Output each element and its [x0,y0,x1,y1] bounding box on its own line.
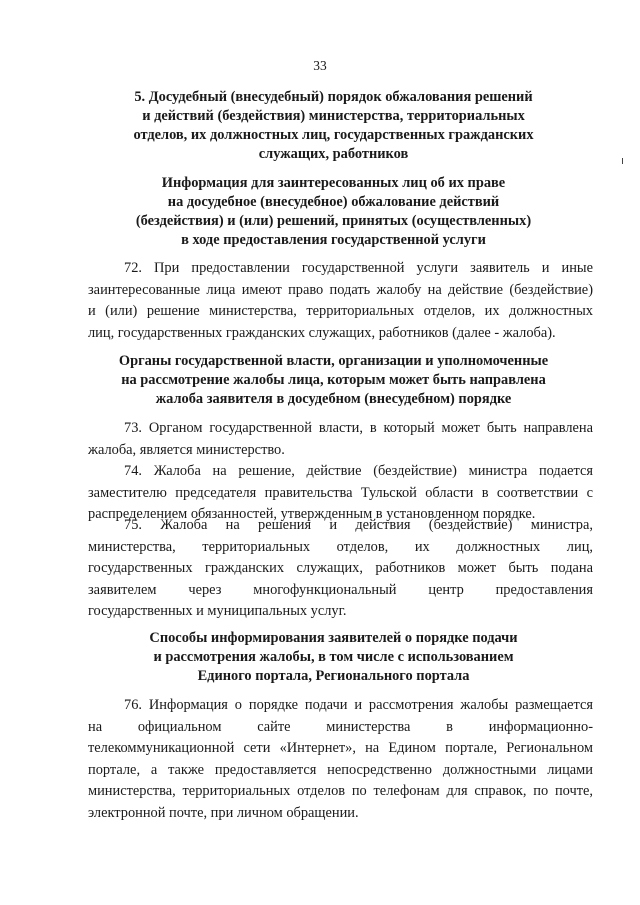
text-line: заместителю председателя правительства Тульской области в соответствии с [88,484,593,501]
heading-line: жалоба заявителя в досудебном (внесудебном) порядке [155,391,512,407]
text-line: заявителем через многофункциональный центр предоставления [88,581,593,598]
heading-line: Органы государственной власти, организации и уполномоченные [118,353,549,369]
paragraph-75 [88,515,593,623]
section-5-title [80,88,587,164]
text-line: распределением обязанностей, утвержденным в установленном порядке. [88,506,536,523]
text-line: телекоммуникационной сети «Интернет», на Едином портале, Региональном [88,740,593,757]
heading-line: на рассмотрение жалобы лица, которым может быть направлена [121,372,546,388]
page-number: 33 [313,58,327,73]
heading-line: в ходе предоставления государственной услуги [181,232,486,248]
heading-line: на досудебное (внесудебное) обжалование действий [167,194,500,210]
heading-line: и действий (бездействия) министерства, территориальных [142,108,525,124]
text-line: министерства, территориальных отделов по телефонам для справок, по почте, [88,783,593,800]
organs-heading [80,352,587,409]
text-line: государственных гражданских служащих, работников может быть подана [88,560,593,577]
text-line: портале, а также предоставляется непосредственно должностными лицами [88,761,593,778]
heading-line: Информация для заинтересованных лиц об их праве [161,175,506,191]
text-line: заинтересованные лица имеют право подать жалобу на действие (бездействие) [88,281,593,298]
text-line: лиц, государственных гражданских служащих, работников (далее - жалоба). [88,324,556,341]
text-line: и (или) решение министерства, территориальных отделов, их должностных [88,303,593,320]
text-line: государственных и муниципальных услуг. [88,603,347,620]
paragraph-72 [88,258,593,344]
text-line: электронной почте, при личном обращении. [88,804,359,821]
info-heading [80,174,587,250]
text-line: 75. Жалоба на решения и действия (бездействие) министра, [124,517,593,533]
text-line: 72. При предоставлении государственной услуги заявитель и иные [124,260,593,276]
methods-heading [80,629,587,686]
text-line: 74. Жалоба на решение, действие (бездействие) министра подается [124,463,593,479]
text-line: жалоба, является министерство. [88,441,285,458]
heading-line: и рассмотрения жалобы, в том числе с использованием [153,649,514,665]
heading-line: Способы информирования заявителей о порядке подачи [149,630,518,646]
text-line: министерства, территориальных отделов, их должностных лиц, [88,538,593,555]
text-line: 76. Информация о порядке подачи и рассмотрения жалобы размещается [124,697,593,713]
paragraph-73 [88,418,593,461]
text-line: 73. Органом государственной власти, в который может быть направлена [124,420,593,436]
text-line: на официальном сайте министерства в информационно- [88,718,593,735]
heading-line: служащих, работников [258,146,409,162]
margin-mark [622,158,623,164]
heading-line: 5. Досудебный (внесудебный) порядок обжалования решений [134,89,533,105]
paragraph-76 [88,695,593,825]
heading-line: (бездействия) и (или) решений, принятых (осуществленных) [135,213,532,229]
heading-line: Единого портала, Регионального портала [197,668,470,684]
heading-line: отделов, их должностных лиц, государственных гражданских [133,127,534,143]
